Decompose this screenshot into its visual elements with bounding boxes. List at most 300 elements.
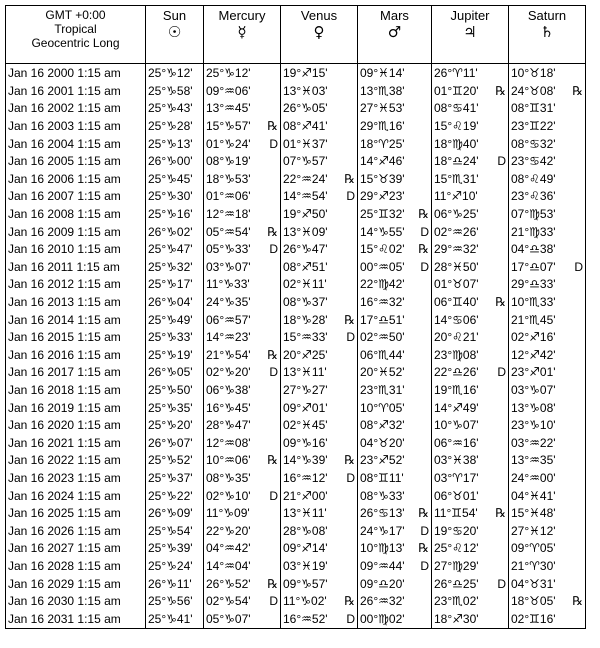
mars-position-cell (358, 276, 432, 294)
mercury-position-cell (204, 593, 281, 611)
saturn-longitude: 17°♎07' (511, 259, 556, 274)
venus-longitude: 08°♐51' (283, 259, 328, 274)
mercury-position-cell (204, 276, 281, 294)
row-date: Jan 16 2004 1:15 am (6, 135, 146, 153)
saturn-longitude: 24°♉08' (511, 83, 556, 98)
mercury-longitude: 01°♒06' (206, 189, 251, 204)
sun-position-cell (146, 188, 204, 206)
saturn-position-cell (509, 153, 586, 171)
table-row (6, 417, 586, 435)
mars-longitude: 15°♌02' (360, 242, 405, 257)
mercury-position-cell (204, 311, 281, 329)
row-date: Jan 16 2022 1:15 am (6, 452, 146, 470)
venus-longitude: 11°♑02' (283, 594, 327, 609)
jupiter-position-cell (432, 188, 509, 206)
sun-position-cell (146, 610, 204, 628)
sun-position-cell (146, 487, 204, 505)
saturn-longitude: 23°♋42' (511, 154, 556, 169)
sun-longitude: 26°♑00' (148, 154, 193, 169)
zodiac-type-label: Tropical (54, 22, 97, 36)
mars-longitude: 00°♒05' (360, 259, 405, 274)
row-date: Jan 16 2007 1:15 am (6, 188, 146, 206)
mars-longitude: 09°♓14' (360, 66, 405, 81)
jupiter-position-cell (432, 171, 509, 189)
saturn-longitude: 23°♊22' (511, 119, 556, 134)
sun-position-cell (146, 276, 204, 294)
mars-position-cell (358, 188, 432, 206)
sun-longitude: 25°♑24' (148, 558, 193, 573)
venus-position-cell (281, 206, 358, 224)
saturn-position-cell (509, 311, 586, 329)
mercury-longitude: 21°♑54' (206, 347, 251, 362)
jupiter-longitude: 14°♋06' (434, 312, 479, 327)
jupiter-position-cell (432, 311, 509, 329)
table-row (6, 188, 586, 206)
mars-position-cell (358, 347, 432, 365)
mercury-position-cell (204, 329, 281, 347)
saturn-motion-flag: ℞ (572, 83, 583, 98)
table-row (6, 487, 586, 505)
mars-motion-flag: ℞ (418, 541, 429, 556)
saturn-position-cell (509, 329, 586, 347)
venus-position-cell (281, 188, 358, 206)
mercury-longitude: 14°♒04' (206, 558, 251, 573)
sun-position-cell (146, 347, 204, 365)
jupiter-longitude: 11°♊54' (434, 506, 478, 521)
jupiter-position-cell (432, 347, 509, 365)
sun-longitude: 26°♑04' (148, 295, 193, 310)
saturn-position-cell (509, 118, 586, 136)
sun-position-cell (146, 329, 204, 347)
mercury-longitude: 05°♒54' (206, 224, 251, 239)
jupiter-longitude: 08°♋41' (434, 101, 479, 116)
venus-motion-flag: D (346, 470, 355, 485)
mars-position-cell (358, 558, 432, 576)
mercury-longitude: 09°♒06' (206, 83, 251, 98)
table-row (6, 329, 586, 347)
ephemeris-container (5, 5, 586, 629)
venus-position-cell (281, 382, 358, 400)
jupiter-position-cell (432, 434, 509, 452)
mars-longitude: 09°♎20' (360, 576, 405, 591)
jupiter-motion-flag: ℞ (495, 506, 506, 521)
mars-longitude: 08°♑33' (360, 488, 405, 503)
mercury-position-cell (204, 223, 281, 241)
mercury-position-cell (204, 364, 281, 382)
sun-longitude: 25°♑41' (148, 611, 193, 626)
venus-longitude: 20°♐25' (283, 347, 328, 362)
mercury-position-cell (204, 171, 281, 189)
jupiter-longitude: 11°♐10' (434, 189, 478, 204)
mercury-longitude: 06°♑38' (206, 382, 251, 397)
sun-longitude: 25°♑32' (148, 259, 193, 274)
venus-motion-flag: D (346, 189, 355, 204)
table-row (6, 83, 586, 101)
venus-longitude: 22°♒24' (283, 171, 328, 186)
mars-motion-flag: D (420, 259, 429, 274)
venus-longitude: 26°♑05' (283, 101, 328, 116)
jupiter-position-cell (432, 153, 509, 171)
table-row (6, 610, 586, 628)
mars-longitude: 20°♓52' (360, 365, 405, 380)
jupiter-label: Jupiter (450, 8, 490, 23)
mars-position-cell (358, 259, 432, 277)
sun-longitude: 25°♑52' (148, 453, 193, 468)
saturn-position-cell (509, 241, 586, 259)
venus-position-cell (281, 135, 358, 153)
mars-longitude: 18°♈25' (360, 136, 405, 151)
table-row (6, 311, 586, 329)
saturn-position-cell (509, 487, 586, 505)
venus-longitude: 26°♑47' (283, 242, 328, 257)
saturn-longitude: 03°♑07' (511, 382, 556, 397)
saturn-position-cell (509, 83, 586, 101)
row-date: Jan 16 2012 1:15 am (6, 276, 146, 294)
table-row (6, 206, 586, 224)
mercury-position-cell (204, 470, 281, 488)
saturn-position-cell (509, 593, 586, 611)
mars-position-cell (358, 171, 432, 189)
saturn-position-cell (509, 206, 586, 224)
sun-longitude: 25°♑22' (148, 488, 193, 503)
mercury-position-cell (204, 558, 281, 576)
table-row (6, 171, 586, 189)
sun-position-cell (146, 241, 204, 259)
mars-position-cell (358, 399, 432, 417)
sun-longitude: 25°♑17' (148, 277, 193, 292)
venus-position-cell (281, 487, 358, 505)
jupiter-position-cell (432, 223, 509, 241)
jupiter-longitude: 03°♓38' (434, 453, 479, 468)
sun-longitude: 25°♑45' (148, 171, 193, 186)
saturn-longitude: 02°♐16' (511, 330, 556, 345)
mars-longitude: 16°♒32' (360, 295, 405, 310)
sun-longitude: 26°♑11' (148, 576, 192, 591)
row-date: Jan 16 2018 1:15 am (6, 382, 146, 400)
jupiter-position-cell (432, 382, 509, 400)
table-row (6, 399, 586, 417)
mars-position-cell (358, 364, 432, 382)
venus-longitude: 16°♒52' (283, 611, 328, 626)
mercury-longitude: 24°♑35' (206, 295, 251, 310)
mars-position-cell (358, 522, 432, 540)
table-row (6, 558, 586, 576)
venus-longitude: 08°♐41' (283, 119, 328, 134)
saturn-position-cell (509, 223, 586, 241)
mercury-motion-flag: D (269, 242, 278, 257)
row-date: Jan 16 2019 1:15 am (6, 399, 146, 417)
mercury-position-cell (204, 452, 281, 470)
jupiter-longitude: 23°♏02' (434, 594, 479, 609)
venus-longitude: 14°♑39' (283, 453, 328, 468)
header-row (6, 6, 586, 64)
mars-longitude: 26°♒32' (360, 594, 405, 609)
jupiter-longitude: 26°♎25' (434, 576, 479, 591)
venus-longitude: 13°♓09' (283, 224, 328, 239)
venus-position-cell (281, 452, 358, 470)
row-date: Jan 16 2020 1:15 am (6, 417, 146, 435)
saturn-position-cell (509, 540, 586, 558)
row-date: Jan 16 2000 1:15 am (6, 64, 146, 83)
mercury-position-cell (204, 259, 281, 277)
venus-position-cell (281, 171, 358, 189)
sun-position-cell (146, 364, 204, 382)
row-date: Jan 16 2023 1:15 am (6, 470, 146, 488)
sun-longitude: 25°♑16' (148, 207, 193, 222)
saturn-longitude: 09°♈05' (511, 541, 556, 556)
mercury-position-cell (204, 505, 281, 523)
mercury-position-cell (204, 188, 281, 206)
venus-position-cell (281, 417, 358, 435)
venus-position-cell (281, 522, 358, 540)
saturn-position-cell (509, 259, 586, 277)
row-date: Jan 16 2029 1:15 am (6, 575, 146, 593)
mercury-position-cell (204, 100, 281, 118)
saturn-label: Saturn (527, 8, 567, 23)
row-date: Jan 16 2009 1:15 am (6, 223, 146, 241)
saturn-longitude: 27°♓12' (511, 523, 556, 538)
jupiter-longitude: 14°♐49' (434, 400, 479, 415)
row-date: Jan 16 2010 1:15 am (6, 241, 146, 259)
mars-position-cell (358, 575, 432, 593)
mars-longitude: 23°♏31' (360, 382, 405, 397)
jupiter-longitude: 01°♉07' (434, 277, 479, 292)
jupiter-longitude: 18°♍40' (434, 136, 479, 151)
sun-position-cell (146, 505, 204, 523)
venus-position-cell (281, 153, 358, 171)
venus-position-cell (281, 294, 358, 312)
venus-position-cell (281, 610, 358, 628)
jupiter-motion-flag: D (497, 365, 506, 380)
table-row (6, 470, 586, 488)
jupiter-position-cell (432, 118, 509, 136)
row-date: Jan 16 2014 1:15 am (6, 311, 146, 329)
mercury-position-cell (204, 347, 281, 365)
mercury-position-cell (204, 399, 281, 417)
saturn-longitude: 08°♊31' (511, 101, 556, 116)
jupiter-motion-flag: ℞ (495, 83, 506, 98)
jupiter-longitude: 22°♎26' (434, 365, 479, 380)
jupiter-position-cell (432, 487, 509, 505)
jupiter-position-cell (432, 364, 509, 382)
venus-longitude: 28°♑08' (283, 523, 328, 538)
mercury-motion-flag: ℞ (267, 224, 278, 239)
row-date: Jan 16 2031 1:15 am (6, 610, 146, 628)
venus-motion-flag: ℞ (344, 312, 355, 327)
jupiter-longitude: 03°♈17' (434, 470, 479, 485)
mercury-longitude: 14°♒23' (206, 330, 251, 345)
sun-column-header (146, 6, 204, 64)
sun-longitude: 25°♑30' (148, 189, 193, 204)
jupiter-position-cell (432, 135, 509, 153)
jupiter-longitude: 15°♏31' (434, 171, 479, 186)
table-row (6, 364, 586, 382)
sun-position-cell (146, 470, 204, 488)
jupiter-longitude: 20°♌21' (434, 330, 479, 345)
venus-motion-flag: D (346, 330, 355, 345)
mercury-position-cell (204, 382, 281, 400)
row-date: Jan 16 2028 1:15 am (6, 558, 146, 576)
mars-position-cell (358, 311, 432, 329)
sun-position-cell (146, 100, 204, 118)
saturn-position-cell (509, 382, 586, 400)
saturn-longitude: 21°♏45' (511, 312, 556, 327)
venus-position-cell (281, 311, 358, 329)
jupiter-position-cell (432, 470, 509, 488)
venus-position-cell (281, 558, 358, 576)
saturn-longitude: 04°♎38' (511, 242, 556, 257)
saturn-position-cell (509, 364, 586, 382)
row-date: Jan 16 2015 1:15 am (6, 329, 146, 347)
sun-position-cell (146, 452, 204, 470)
mars-longitude: 26°♋13' (360, 506, 405, 521)
mars-icon: ♂ (387, 23, 402, 41)
mercury-motion-flag: ℞ (267, 453, 278, 468)
table-row (6, 593, 586, 611)
saturn-position-cell (509, 470, 586, 488)
venus-longitude: 13°♓11' (283, 506, 327, 521)
saturn-longitude: 29°♎33' (511, 277, 556, 292)
table-row (6, 434, 586, 452)
sun-position-cell (146, 118, 204, 136)
sun-position-cell (146, 206, 204, 224)
jupiter-longitude: 15°♌19' (434, 119, 479, 134)
mars-motion-flag: D (420, 224, 429, 239)
table-row (6, 259, 586, 277)
mars-longitude: 24°♑17' (360, 523, 405, 538)
row-date: Jan 16 2005 1:15 am (6, 153, 146, 171)
saturn-position-cell (509, 100, 586, 118)
venus-position-cell (281, 470, 358, 488)
table-row (6, 135, 586, 153)
row-date: Jan 16 2017 1:15 am (6, 364, 146, 382)
sun-position-cell (146, 558, 204, 576)
jupiter-longitude: 18°♐30' (434, 611, 479, 626)
mercury-longitude: 18°♑53' (206, 171, 251, 186)
jupiter-position-cell (432, 522, 509, 540)
saturn-position-cell (509, 276, 586, 294)
venus-longitude: 19°♐15' (283, 66, 328, 81)
saturn-longitude: 04°♉31' (511, 576, 556, 591)
sun-longitude: 26°♑05' (148, 365, 193, 380)
venus-longitude: 08°♑37' (283, 295, 328, 310)
venus-motion-flag: ℞ (344, 453, 355, 468)
venus-position-cell (281, 399, 358, 417)
mercury-longitude: 08°♑35' (206, 470, 251, 485)
jupiter-position-cell (432, 610, 509, 628)
mercury-motion-flag: ℞ (267, 347, 278, 362)
jupiter-longitude: 06°♉01' (434, 488, 479, 503)
mercury-longitude: 05°♑33' (206, 242, 251, 257)
row-date: Jan 16 2024 1:15 am (6, 487, 146, 505)
jupiter-position-cell (432, 294, 509, 312)
venus-position-cell (281, 118, 358, 136)
mars-longitude: 23°♐52' (360, 453, 405, 468)
sun-longitude: 25°♑50' (148, 382, 193, 397)
mars-longitude: 14°♑55' (360, 224, 405, 239)
mercury-longitude: 12°♒08' (206, 435, 251, 450)
mars-motion-flag: ℞ (418, 242, 429, 257)
saturn-position-cell (509, 434, 586, 452)
mercury-icon: ☿ (237, 23, 247, 41)
row-date: Jan 16 2002 1:15 am (6, 100, 146, 118)
mars-position-cell (358, 382, 432, 400)
mars-position-cell (358, 417, 432, 435)
saturn-position-cell (509, 452, 586, 470)
mars-position-cell (358, 100, 432, 118)
row-date: Jan 16 2016 1:15 am (6, 347, 146, 365)
mars-position-cell (358, 540, 432, 558)
mars-longitude: 00°♍02' (360, 611, 405, 626)
mercury-longitude: 08°♑19' (206, 154, 251, 169)
mercury-longitude: 03°♑07' (206, 259, 251, 274)
mercury-longitude: 01°♑24' (206, 136, 251, 151)
saturn-longitude: 02°♊16' (511, 611, 556, 626)
sun-longitude: 25°♑35' (148, 400, 193, 415)
mercury-longitude: 28°♑47' (206, 418, 251, 433)
saturn-position-cell (509, 347, 586, 365)
saturn-longitude: 15°♓48' (511, 506, 556, 521)
saturn-longitude: 13°♒35' (511, 453, 556, 468)
saturn-position-cell (509, 610, 586, 628)
jupiter-longitude: 01°♊20' (434, 83, 479, 98)
venus-column-header (281, 6, 358, 64)
mars-longitude: 08°♊11' (360, 470, 404, 485)
mercury-longitude: 12°♒18' (206, 207, 251, 222)
table-row (6, 241, 586, 259)
sun-longitude: 25°♑56' (148, 594, 193, 609)
mercury-longitude: 11°♑09' (206, 506, 250, 521)
jupiter-longitude: 06°♊40' (434, 295, 479, 310)
jupiter-position-cell (432, 64, 509, 83)
sun-longitude: 25°♑13' (148, 136, 193, 151)
mars-longitude: 15°♉39' (360, 171, 405, 186)
saturn-position-cell (509, 505, 586, 523)
saturn-position-cell (509, 399, 586, 417)
venus-longitude: 14°♒54' (283, 189, 328, 204)
sun-label: Sun (162, 8, 187, 23)
table-row (6, 505, 586, 523)
venus-longitude: 03°♓19' (283, 558, 328, 573)
saturn-position-cell (509, 135, 586, 153)
mercury-longitude: 06°♒57' (206, 312, 251, 327)
venus-longitude: 02°♓11' (283, 277, 327, 292)
mars-longitude: 29°♏16' (360, 119, 405, 134)
saturn-longitude: 12°♐42' (511, 347, 556, 362)
mercury-longitude: 10°♒06' (206, 453, 251, 468)
jupiter-position-cell (432, 100, 509, 118)
mercury-position-cell (204, 417, 281, 435)
sun-position-cell (146, 575, 204, 593)
jupiter-longitude: 06°♒16' (434, 435, 479, 450)
venus-longitude: 09°♐14' (283, 541, 328, 556)
table-row (6, 522, 586, 540)
mars-position-cell (358, 593, 432, 611)
venus-longitude: 01°♓37' (283, 136, 328, 151)
ephemeris-rows (6, 64, 586, 629)
mars-position-cell (358, 452, 432, 470)
venus-position-cell (281, 347, 358, 365)
venus-longitude: 27°♑27' (283, 382, 328, 397)
mercury-position-cell (204, 294, 281, 312)
venus-label: Venus (300, 8, 338, 23)
mercury-longitude: 26°♑52' (206, 576, 251, 591)
mars-longitude: 27°♓53' (360, 101, 405, 116)
jupiter-longitude: 23°♍08' (434, 347, 479, 362)
mercury-position-cell (204, 206, 281, 224)
mercury-longitude: 02°♑20' (206, 365, 251, 380)
mercury-position-cell (204, 135, 281, 153)
